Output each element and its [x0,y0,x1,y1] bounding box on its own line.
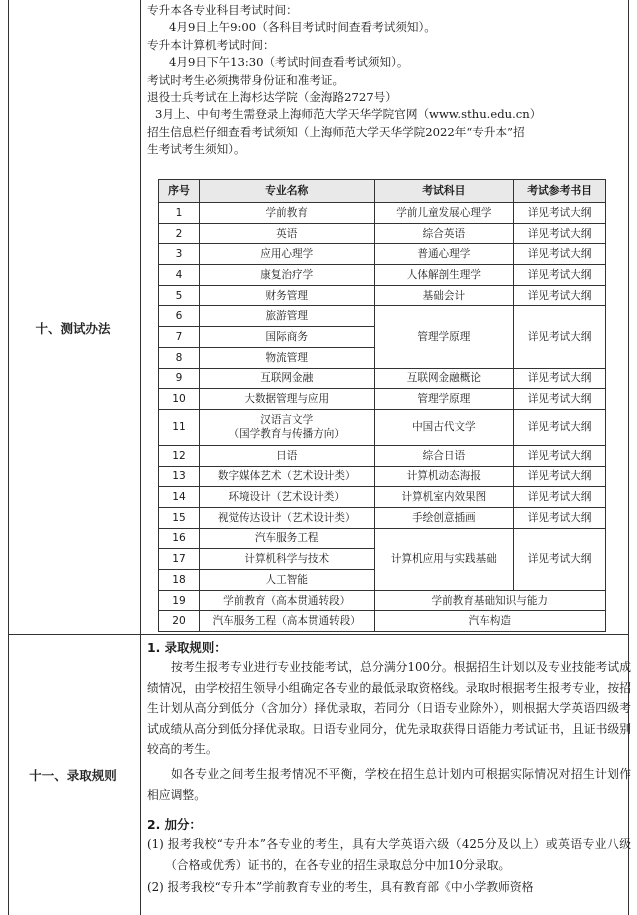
cell-major: 物流管理 [199,347,374,368]
cell-major: 国际商务 [199,327,374,348]
table-row [159,368,606,389]
cell-no: 13 [159,466,200,487]
table-row [159,466,606,487]
table-row [159,203,606,224]
table-row [159,244,606,265]
table-row [159,445,606,466]
cell-no: 10 [159,389,200,410]
cell-no: 17 [159,549,200,570]
table-row [159,409,606,445]
cell-major: 数字媒体艺术（艺术设计类） [199,466,374,487]
cell-major: 财务管理 [199,285,374,306]
cell-subject: 互联网金融概论 [374,368,514,389]
cell-subject: 管理学原理 [374,389,514,410]
table-row [159,223,606,244]
cell-reference: 详见考试大纲 [514,445,606,466]
cell-no: 1 [159,203,200,224]
cell-subject: 学前儿童发展心理学 [374,203,514,224]
text-line: 4月9日上午9:00（各科目考试时间查看考试须知）。 [169,20,436,35]
cell-major: 汽车服务工程 [199,528,374,549]
table-row [159,265,606,286]
cell-subject: 中国古代文学 [374,409,514,445]
cell-no: 2 [159,223,200,244]
cell-subject-reference: 汽车构造 [374,611,605,632]
table-row [159,507,606,528]
cell-major: 互联网金融 [199,368,374,389]
text-line: 专升本各专业科目考试时间： [147,3,298,17]
cell-major: 学前教育（高本贯通转段） [199,590,374,611]
cell-reference-merged: 详见考试大纲 [514,306,606,368]
cell-no: 8 [159,347,200,368]
cell-major: 英语 [199,223,374,244]
section11-text [147,638,631,898]
table-row [159,528,606,549]
header-major: 专业名称 [199,180,374,203]
cell-subject: 综合英语 [374,223,514,244]
cell-no: 5 [159,285,200,306]
cell-major: 大数据管理与应用 [199,389,374,410]
cell-subject: 普通心理学 [374,244,514,265]
text-line: 退役士兵考试在上海杉达学院（金海路2727号） [147,90,397,105]
text-line: 专升本计算机考试时间： [147,37,275,52]
bonus-item: (2) 报考我校“专升本”学前教育专业的考生，具有教育部《中小学教师资格 [147,880,534,895]
section11-label: 十一、录取规则 [29,768,117,783]
cell-subject: 计算机动态海报 [374,466,514,487]
cell-reference: 详见考试大纲 [514,409,606,445]
cell-subject: 计算机室内效果图 [374,487,514,508]
cell-subject-reference: 学前教育基础知识与能力 [374,590,605,611]
text-line: 4月9日下午13:30（考试时间查看考试须知）。 [169,55,409,70]
cell-subject: 手绘创意插画 [374,507,514,528]
cell-subject: 综合日语 [374,445,514,466]
text-line: 招生信息栏仔细查看考试须知（上海师范大学天华学院2022年“专升本”招 [147,124,525,139]
section10-label: 十、测试办法 [35,321,111,336]
cell-reference: 详见考试大纲 [514,223,606,244]
exam-subject-table [158,179,606,632]
cell-reference: 详见考试大纲 [514,389,606,410]
cell-reference: 详见考试大纲 [514,466,606,487]
table-row [159,306,606,327]
cell-reference: 详见考试大纲 [514,203,606,224]
cell-reference-merged: 详见考试大纲 [514,528,606,590]
cell-reference: 详见考试大纲 [514,244,606,265]
cell-no: 14 [159,487,200,508]
cell-reference: 详见考试大纲 [514,368,606,389]
bonus-item: (1) 报考我校“专升本”各专业的考生，具有大学英语六级（425分及以上）或英语专业八级（合格或优秀）证书的，在各专业的招生录取总分中加10分录取。 [147,837,631,872]
cell-major: 旅游管理 [199,306,374,327]
cell-major-line: 汉语言文学 [260,414,314,427]
cell-major: 环境设计（艺术设计类） [199,487,374,508]
table-row [159,590,606,611]
cell-no: 3 [159,244,200,265]
cell-major: 日语 [199,445,374,466]
cell-major [199,409,374,445]
cell-no: 9 [159,368,200,389]
cell-reference: 详见考试大纲 [514,285,606,306]
admission-rules-heading: 1. 录取规则： [147,640,227,655]
text-line: 3月上、中旬考生需登录上海师范大学天华学院官网（www.sthu.edu.cn） [155,107,542,122]
section10-text [147,2,631,159]
table-row [159,389,606,410]
admission-rules-paragraph: 按考生报考专业进行专业技能考试，总分满分100分。根据招生计划以及专业技能考试成绩情况，由学校招生领导小组确定各专业的最低录取资格线。录取时根据考生报考专业，按招生计划从高分到低分（含加分）择优录取，若同分（日语专业除外），则根据大学英语四级考试成绩从高分到低分择优录取。日语专业同分，优先录取获得日语能力考试证书，且证书级别较高的考生。 [147,660,631,757]
cell-reference: 详见考试大纲 [514,507,606,528]
cell-major: 计算机科学与技术 [199,549,374,570]
text-line: 考试时考生必须携带身份证和准考证。 [147,72,345,87]
cell-no: 6 [159,306,200,327]
table-row [159,611,606,632]
cell-major-line: （国学教育与传播方向） [228,428,345,441]
cell-major: 汽车服务工程（高本贯通转段） [199,611,374,632]
cell-major: 人工智能 [199,570,374,591]
cell-no: 11 [159,409,200,445]
cell-reference: 详见考试大纲 [514,265,606,286]
cell-no: 20 [159,611,200,632]
cell-subject: 基础会计 [374,285,514,306]
header-subject: 考试科目 [374,180,514,203]
cell-major: 康复治疗学 [199,265,374,286]
cell-no: 12 [159,445,200,466]
cell-major: 学前教育 [199,203,374,224]
cell-no: 7 [159,327,200,348]
table-header-row [159,180,606,203]
header-reference: 考试参考书目 [514,180,606,203]
bonus-heading: 2. 加分： [147,817,202,833]
cell-reference: 详见考试大纲 [514,487,606,508]
table-row [159,285,606,306]
cell-major: 视觉传达设计（艺术设计类） [199,507,374,528]
header-no: 序号 [159,180,200,203]
cell-subject-merged: 管理学原理 [374,306,514,368]
section-separator [8,634,629,635]
frame-divider [140,0,141,915]
cell-no: 4 [159,265,200,286]
cell-no: 15 [159,507,200,528]
cell-no: 19 [159,590,200,611]
cell-subject: 人体解剖生理学 [374,265,514,286]
table-row [159,487,606,508]
cell-major: 应用心理学 [199,244,374,265]
cell-no: 16 [159,528,200,549]
cell-subject-merged: 计算机应用与实践基础 [374,528,514,590]
admission-adjust-paragraph: 如各专业之间考生报考情况不平衡，学校在招生总计划内可根据实际情况对招生计划作相应调整。 [147,766,631,802]
cell-no: 18 [159,570,200,591]
text-line: 生考试考生须知）。 [147,142,246,157]
